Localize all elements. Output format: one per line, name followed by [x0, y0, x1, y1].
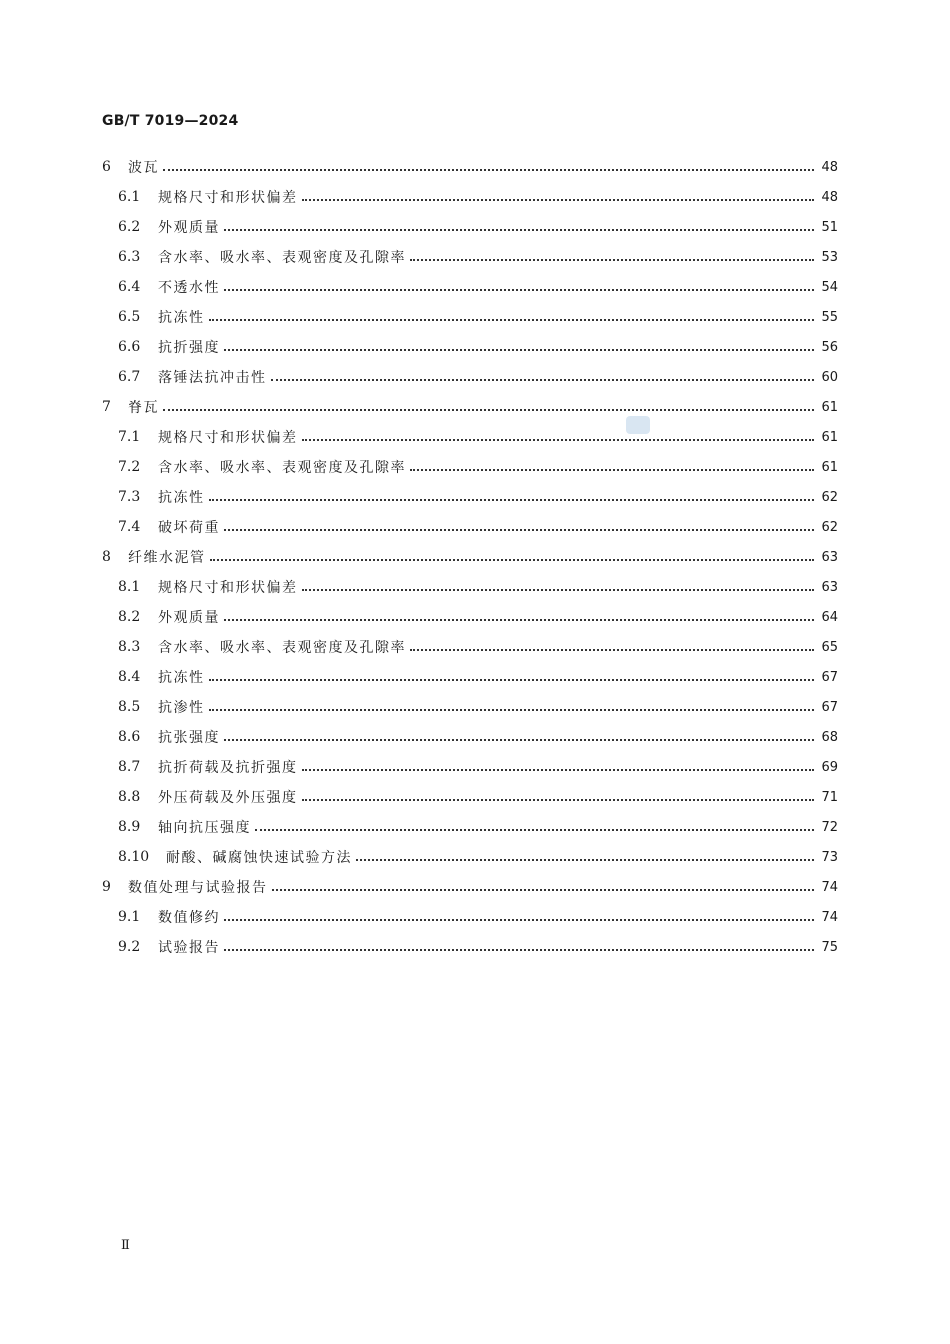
toc-entry-title: 抗渗性: [158, 700, 205, 716]
toc-entry-page: 53: [821, 249, 838, 265]
toc-dot-leader: [302, 199, 815, 201]
toc-entry-number: 8.10: [118, 849, 150, 865]
toc-entry-number: 7: [102, 399, 111, 415]
toc-section-entry[interactable]: [118, 662, 838, 692]
toc-entry-page: 75: [821, 939, 838, 955]
toc-entry-number: 6.2: [118, 219, 141, 235]
toc-dot-leader: [209, 679, 815, 681]
toc-dot-leader: [224, 739, 814, 741]
toc-entry-number: 6.1: [118, 189, 141, 205]
toc-dot-leader: [209, 319, 815, 321]
toc-section-entry[interactable]: [118, 722, 838, 752]
toc-entry-page: 72: [821, 819, 838, 835]
toc-entry-page: 67: [821, 669, 838, 685]
toc-entry-title: 含水率、吸水率、表观密度及孔隙率: [158, 460, 406, 476]
toc-dot-leader: [224, 289, 814, 291]
toc-dot-leader: [163, 169, 814, 171]
toc-entry-page: 62: [821, 489, 838, 505]
toc-entry-number: 8.5: [118, 699, 141, 715]
toc-chapter-entry[interactable]: [102, 152, 838, 182]
toc-section-entry[interactable]: [118, 692, 838, 722]
toc-entry-title: 破坏荷重: [158, 520, 220, 536]
toc-dot-leader: [163, 409, 814, 411]
toc-entry-title: 外观质量: [158, 220, 220, 236]
toc-entry-title: 抗冻性: [158, 490, 205, 506]
toc-dot-leader: [271, 379, 815, 381]
toc-entry-title: 不透水性: [158, 280, 220, 296]
toc-entry-title: 耐酸、碱腐蚀快速试验方法: [166, 850, 352, 866]
toc-entry-page: 71: [821, 789, 838, 805]
toc-dot-leader: [272, 889, 815, 891]
toc-entry-title: 外压荷载及外压强度: [158, 790, 298, 806]
toc-entry-page: 74: [821, 879, 838, 895]
toc-dot-leader: [209, 709, 815, 711]
toc-section-entry[interactable]: [118, 302, 838, 332]
toc-entry-title: 数值修约: [158, 910, 220, 926]
toc-entry-page: 68: [821, 729, 838, 745]
toc-entry-title: 规格尺寸和形状偏差: [158, 580, 298, 596]
toc-entry-number: 8.7: [118, 759, 141, 775]
toc-entry-page: 73: [821, 849, 838, 865]
toc-dot-leader: [255, 829, 814, 831]
toc-dot-leader: [224, 229, 814, 231]
toc-entry-number: 6.3: [118, 249, 141, 265]
toc-chapter-entry[interactable]: [102, 872, 838, 902]
toc-dot-leader: [410, 649, 814, 651]
toc-section-entry[interactable]: [118, 362, 838, 392]
document-code: GB/T 7019—2024: [102, 113, 239, 129]
toc-entry-page: 64: [821, 609, 838, 625]
toc-entry-number: 7.1: [118, 429, 141, 445]
toc-entry-page: 61: [821, 399, 838, 415]
toc-entry-number: 9.1: [118, 909, 141, 925]
toc-entry-page: 56: [821, 339, 838, 355]
toc-dot-leader: [224, 619, 814, 621]
toc-entry-page: 48: [821, 189, 838, 205]
toc-section-entry[interactable]: [118, 572, 838, 602]
toc-dot-leader: [302, 589, 815, 591]
toc-entry-title: 轴向抗压强度: [158, 820, 251, 836]
toc-entry-number: 7.4: [118, 519, 141, 535]
toc-entry-title: 试验报告: [158, 940, 220, 956]
toc-dot-leader: [302, 799, 815, 801]
toc-entry-page: 61: [821, 459, 838, 475]
toc-entry-title: 数值处理与试验报告: [128, 880, 268, 896]
toc-entry-number: 6.7: [118, 369, 141, 385]
toc-entry-number: 8.6: [118, 729, 141, 745]
toc-entry-page: 63: [821, 579, 838, 595]
toc-dot-leader: [410, 259, 814, 261]
toc-section-entry[interactable]: [118, 752, 838, 782]
toc-chapter-entry[interactable]: [102, 542, 838, 572]
toc-dot-leader: [302, 439, 815, 441]
toc-dot-leader: [224, 349, 814, 351]
toc-entry-number: 8.4: [118, 669, 141, 685]
toc-section-entry[interactable]: [118, 902, 838, 932]
toc-section-entry[interactable]: [118, 332, 838, 362]
toc-section-entry[interactable]: [118, 842, 838, 872]
toc-entry-title: 外观质量: [158, 610, 220, 626]
toc-entry-page: 74: [821, 909, 838, 925]
toc-section-entry[interactable]: [118, 782, 838, 812]
toc-entry-title: 规格尺寸和形状偏差: [158, 430, 298, 446]
toc-section-entry[interactable]: [118, 932, 838, 962]
toc-entry-page: 51: [821, 219, 838, 235]
toc-entry-number: 6.4: [118, 279, 141, 295]
toc-section-entry[interactable]: [118, 632, 838, 662]
toc-entry-title: 抗折荷载及抗折强度: [158, 760, 298, 776]
toc-entry-title: 抗冻性: [158, 670, 205, 686]
toc-entry-number: 8.1: [118, 579, 141, 595]
toc-entry-number: 6: [102, 159, 111, 175]
toc-entry-number: 6.5: [118, 309, 141, 325]
toc-entry-title: 落锤法抗冲击性: [158, 370, 267, 386]
toc-entry-number: 8.2: [118, 609, 141, 625]
toc-section-entry[interactable]: [118, 272, 838, 302]
toc-chapter-entry[interactable]: [102, 392, 838, 422]
toc-section-entry[interactable]: [118, 422, 838, 452]
toc-dot-leader: [224, 529, 814, 531]
toc-entry-title: 规格尺寸和形状偏差: [158, 190, 298, 206]
toc-entry-title: 波瓦: [128, 160, 159, 176]
toc-entry-page: 55: [821, 309, 838, 325]
toc-entry-page: 67: [821, 699, 838, 715]
toc-section-entry[interactable]: [118, 452, 838, 482]
toc-section-entry[interactable]: [118, 602, 838, 632]
toc-entry-title: 纤维水泥管: [128, 550, 206, 566]
page-number: Ⅱ: [121, 1238, 130, 1253]
toc-entry-page: 60: [821, 369, 838, 385]
toc-entry-number: 9: [102, 879, 111, 895]
toc-entry-page: 48: [821, 159, 838, 175]
toc-entry-number: 9.2: [118, 939, 141, 955]
toc-entry-title: 含水率、吸水率、表观密度及孔隙率: [158, 640, 406, 656]
toc-entry-number: 8.8: [118, 789, 141, 805]
toc-entry-number: 6.6: [118, 339, 141, 355]
toc-entry-page: 61: [821, 429, 838, 445]
toc-section-entry[interactable]: [118, 212, 838, 242]
toc-entry-number: 7.2: [118, 459, 141, 475]
toc-section-entry[interactable]: [118, 182, 838, 212]
toc-entry-title: 脊瓦: [128, 400, 159, 416]
toc-dot-leader: [210, 559, 815, 561]
toc-entry-title: 抗张强度: [158, 730, 220, 746]
toc-dot-leader: [209, 499, 815, 501]
toc-entry-page: 69: [821, 759, 838, 775]
toc-entry-page: 54: [821, 279, 838, 295]
toc-section-entry[interactable]: [118, 482, 838, 512]
toc-section-entry[interactable]: [118, 242, 838, 272]
toc-section-entry[interactable]: [118, 512, 838, 542]
toc-entry-page: 62: [821, 519, 838, 535]
toc-entry-title: 抗折强度: [158, 340, 220, 356]
toc-entry-page: 65: [821, 639, 838, 655]
toc-entry-title: 含水率、吸水率、表观密度及孔隙率: [158, 250, 406, 266]
toc-dot-leader: [224, 949, 814, 951]
toc-entry-number: 8.3: [118, 639, 141, 655]
toc-entry-title: 抗冻性: [158, 310, 205, 326]
toc-dot-leader: [410, 469, 814, 471]
toc-dot-leader: [356, 859, 814, 861]
toc-entry-page: 63: [821, 549, 838, 565]
toc-dot-leader: [224, 919, 814, 921]
toc-entry-number: 7.3: [118, 489, 141, 505]
toc-entry-number: 8.9: [118, 819, 141, 835]
toc-section-entry[interactable]: [118, 812, 838, 842]
toc-dot-leader: [302, 769, 815, 771]
toc-entry-number: 8: [102, 549, 111, 565]
